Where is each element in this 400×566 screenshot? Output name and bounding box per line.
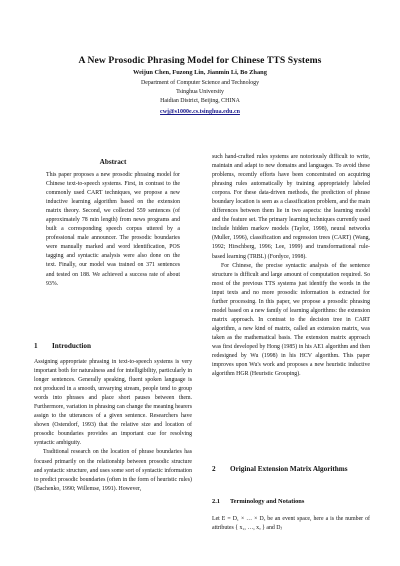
subsection-heading-terminology: [212, 498, 370, 505]
affiliation-department: Department of Computer Science and Technology: [140, 80, 260, 86]
terminology-body: [212, 515, 370, 533]
intro-paragraph-1: Assigning appropriate phrasing in text-to-speech systems is very important both for naturalness and for intelligibility, particularly in longer sentences. Generally speaking, fluent spoken language is not produced in a smooth, unvarying stream, people tend to group words into phrases and place short pauses between them. Furthermore, variation in phrasing can change the meaning hearers assign to the utterances of a given sentence. Researchers have shown (Ostendorf, 1993) that the relative size and location of prosodic boundaries provides an important cue for resolving syntactic ambiguity.: [34, 359, 192, 447]
section-title: Original Extension Matrix Algorithms: [230, 465, 348, 473]
left-column-body: [34, 358, 192, 494]
abstract-text: [46, 171, 180, 289]
section-title: Introduction: [52, 342, 92, 350]
paper-authors: Weijun Chen, Fuzong Lin, Jianmin Li, Bo Zhang: [133, 69, 267, 76]
subsection-number: 2.1: [212, 498, 220, 505]
abstract-paragraph: This paper proposes a new prosodic phrasing model for Chinese text-to-speech systems. First, in contrast to the commonly used CART techniques, we propose a new inductive learning algorithm based on the extension matrix theory. Second, we collected 559 sentences (of approximately 78 min length) from news programs and built a corresponding speech corpus uttered by a professional male announcer. The prosodic boundaries were manually marked and word identification, POS tagging and syntactic analysis were also done on the text. Finally, our model was trained on 371 sentences and tested on 188. We achieved a success rate of about 93%.: [46, 172, 180, 287]
paper-title: A New Prosodic Phrasing Model for Chinese TTS Systems: [78, 55, 322, 66]
affiliation-address: Haidian District, Beijing, CHINA: [160, 98, 240, 104]
affiliation-university: Tsinghua University: [176, 89, 224, 95]
author-email-link[interactable]: cwj@s1000e.cs.tsinghua.edu.cn: [160, 109, 240, 115]
terminology-paragraph: Let E = D₁ × … × Dₐ be an event space, here a is the number of attributes { x₁, …, xₐ } and Dⱼ: [212, 516, 370, 532]
section-heading-extension-matrix: [212, 464, 370, 474]
subsection-title: Terminology and Notations: [230, 498, 305, 505]
right-column-body: [212, 153, 370, 379]
section-number: 1: [34, 342, 38, 350]
intro-paragraph-2: Traditional research on the location of phrase boundaries has focused primarily on the relationship between prosodic structure and syntactic structure, and uses some sort of syntactic information to predict prosodic boundaries (often in the form of heuristic rules) (Bachenko, 1990; Willemse, 1991). However,: [34, 449, 192, 492]
intro-paragraph-4: For Chinese, the precise syntactic analysis of the sentence structure is difficult and large amount of computation required. So most of the previous TTS systems just identify the words in the input texts and no more prosodic information is extracted for further processing. In this paper, we propose a prosodic phrasing model based on a new family of learning algorithms: the extension matrix approach. In contrast to the decision tree in CART algorithm, a new kind of matrix, called an extension matrix, was taken as the mathematical basis. The extension matrix approach was first developed by Hong (1985) in his AE1 algorithm and then redesigned by Wu (1998) in his HCV algorithm. This paper improves upon Wu's work and proposes a new heuristic inductive algorithm HGR (Heuristic Grouping).: [212, 262, 370, 378]
section-heading-introduction: [34, 341, 192, 351]
abstract-heading: Abstract: [99, 158, 127, 166]
intro-paragraph-3: such hand-crafted rules systems are notoriously difficult to write, maintain and adapt to new domains and languages. To avoid these problems, recently efforts have been concentrated on acquiring phrasing rules automatically by training appropriately labeled corpora. For these data-driven methods, the prediction of phrase boundary location is seen as a classification problem, and the main differences between them lie in two aspects: the learning model and the feature set. The primary learning techniques currently used include hidden markov models (Taylor, 1998), neural networks (Muller, 1996), classification and regression trees (CART) (Wang, 1992; Hirschberg, 1996; Lee, 1999) and transformational rule-based learning (TRBL) (Fordyce, 1998).: [212, 154, 370, 260]
section-number: 2: [212, 465, 216, 473]
